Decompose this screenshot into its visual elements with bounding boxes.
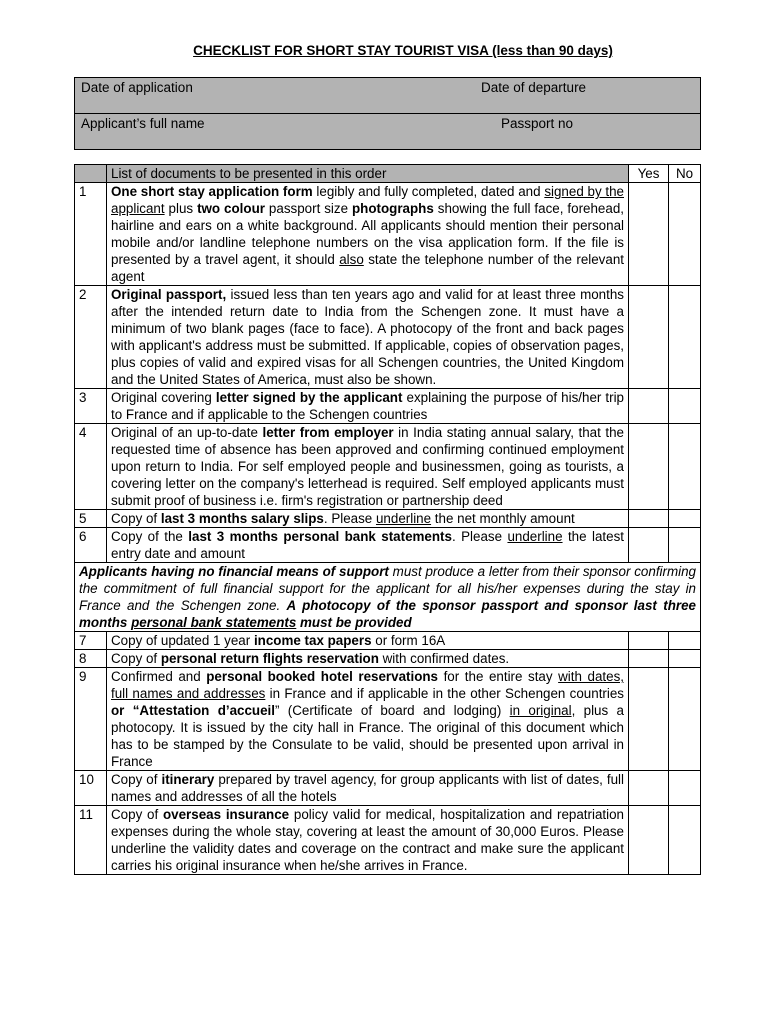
item-number: 6: [75, 528, 107, 563]
checklist-row-7: [75, 632, 701, 650]
no-checkbox-cell[interactable]: [669, 668, 701, 771]
item-number: 4: [75, 424, 107, 510]
yes-checkbox-cell[interactable]: [629, 632, 669, 650]
checklist-row-10: [75, 771, 701, 806]
item-description: Copy of updated 1 year income tax papers or form 16A: [107, 632, 629, 650]
item-number: 11: [75, 806, 107, 875]
no-checkbox-cell[interactable]: [669, 510, 701, 528]
no-header-cell: No: [669, 165, 701, 183]
item-description: One short stay application form legibly and fully completed, dated and signed by the applicant plus two colour passport size photographs showing the full face, forehead, hairline and ears on a white background. All applicants should mention their personal mobile and/or landline telephone numbers on the visa application form. If the file is presented by a travel agent, it should also state the telephone number of the relevant agent: [107, 183, 629, 286]
name-passport-row: [75, 114, 701, 150]
application-departure-row: [75, 78, 701, 114]
item-number: 2: [75, 286, 107, 389]
item-description: Confirmed and personal booked hotel reservations for the entire stay with dates, full names and addresses in France and if applicable in the other Schengen countries or “Attestation d’accueil” (Certificate of board and lodging) in original, plus a photocopy. It is issued by the city hall in France. The original of this document which has to be stamped by the Consulate to be valid, should be presented upon arrival in France: [107, 668, 629, 771]
item-number: 8: [75, 650, 107, 668]
applicant-info-table: [74, 77, 701, 150]
item-number: 5: [75, 510, 107, 528]
item-number: 10: [75, 771, 107, 806]
checklist-row-2: [75, 286, 701, 389]
applicant-full-name-label: Applicant’s full name: [81, 116, 205, 131]
passport-no-label: Passport no: [501, 116, 574, 131]
checklist-row-4: [75, 424, 701, 510]
yes-checkbox-cell[interactable]: [629, 528, 669, 563]
yes-checkbox-cell[interactable]: [629, 424, 669, 510]
item-description: Copy of itinerary prepared by travel agency, for group applicants with list of dates, full names and addresses of all the hotels: [107, 771, 629, 806]
no-checkbox-cell[interactable]: [669, 771, 701, 806]
checklist-row-3: [75, 389, 701, 424]
no-checkbox-cell[interactable]: [669, 528, 701, 563]
documents-header-cell: List of documents to be presented in this order: [107, 165, 629, 183]
item-description: Original of an up-to-date letter from employer in India stating annual salary, that the requested time of absence has been approved and confirming continued employment upon return to India. For self employed people and businessmen, going as tourists, a covering letter on the company's letterhead is required. Self employed applicants must submit proof of business i.e. firm's registration or partnership deed: [107, 424, 629, 510]
yes-checkbox-cell[interactable]: [629, 183, 669, 286]
checklist-header-row: [75, 165, 701, 183]
page-title: CHECKLIST FOR SHORT STAY TOURIST VISA (less than 90 days): [193, 43, 613, 58]
item-description: Original covering letter signed by the applicant explaining the purpose of his/her trip to France and if applicable to the Schengen countries: [107, 389, 629, 424]
yes-header-cell: Yes: [629, 165, 669, 183]
item-number: 3: [75, 389, 107, 424]
no-checkbox-cell[interactable]: [669, 632, 701, 650]
no-checkbox-cell[interactable]: [669, 286, 701, 389]
no-checkbox-cell[interactable]: [669, 389, 701, 424]
yes-checkbox-cell[interactable]: [629, 668, 669, 771]
date-of-application-label: Date of application: [81, 80, 193, 95]
no-checkbox-cell[interactable]: [669, 183, 701, 286]
checklist-row-9: [75, 668, 701, 771]
number-header-cell: [75, 165, 107, 183]
item-description: Copy of personal return flights reservation with confirmed dates.: [107, 650, 629, 668]
item-description: Copy of the last 3 months personal bank statements. Please underline the latest entry date and amount: [107, 528, 629, 563]
yes-checkbox-cell[interactable]: [629, 806, 669, 875]
item-number: 7: [75, 632, 107, 650]
item-description: Copy of last 3 months salary slips. Please underline the net monthly amount: [107, 510, 629, 528]
item-description: Copy of overseas insurance policy valid for medical, hospitalization and repatriation expenses during the whole stay, covering at least the amount of 30,000 Euros. Please underline the validity dates and coverage on the contract and make sure the applicant carries his original insurance when he/she arrives in France.: [107, 806, 629, 875]
checklist-row-11: [75, 806, 701, 875]
item-number: 9: [75, 668, 107, 771]
checklist-row-1: [75, 183, 701, 286]
no-checkbox-cell[interactable]: [669, 424, 701, 510]
date-of-departure-label: Date of departure: [481, 80, 587, 95]
sponsor-note-row: [75, 563, 701, 632]
checklist-row-6: [75, 528, 701, 563]
no-checkbox-cell[interactable]: [669, 650, 701, 668]
yes-checkbox-cell[interactable]: [629, 389, 669, 424]
item-number: 1: [75, 183, 107, 286]
checklist-row-8: [75, 650, 701, 668]
no-checkbox-cell[interactable]: [669, 806, 701, 875]
yes-checkbox-cell[interactable]: [629, 650, 669, 668]
documents-checklist-table: [74, 164, 701, 875]
item-description: Original passport, issued less than ten years ago and valid for at least three months after the intended return date to India from the Schengen zone. It must have a minimum of two blank pages (face to face). A photocopy of the front and back pages with applicant's address must be submitted. If applicable, copies of observation pages, plus copies of valid and expired visas for all Schengen countries, the United Kingdom and the United States of America, must also be shown.: [107, 286, 629, 389]
yes-checkbox-cell[interactable]: [629, 771, 669, 806]
yes-checkbox-cell[interactable]: [629, 286, 669, 389]
yes-checkbox-cell[interactable]: [629, 510, 669, 528]
checklist-row-5: [75, 510, 701, 528]
sponsor-note: Applicants having no financial means of support must produce a letter from their sponsor confirming the commitment of full financial support for the applicant for all his/her expenses during the stay in France and the Schengen zone. A photocopy of the sponsor passport and sponsor last three months personal bank statements must be provided: [75, 563, 701, 632]
